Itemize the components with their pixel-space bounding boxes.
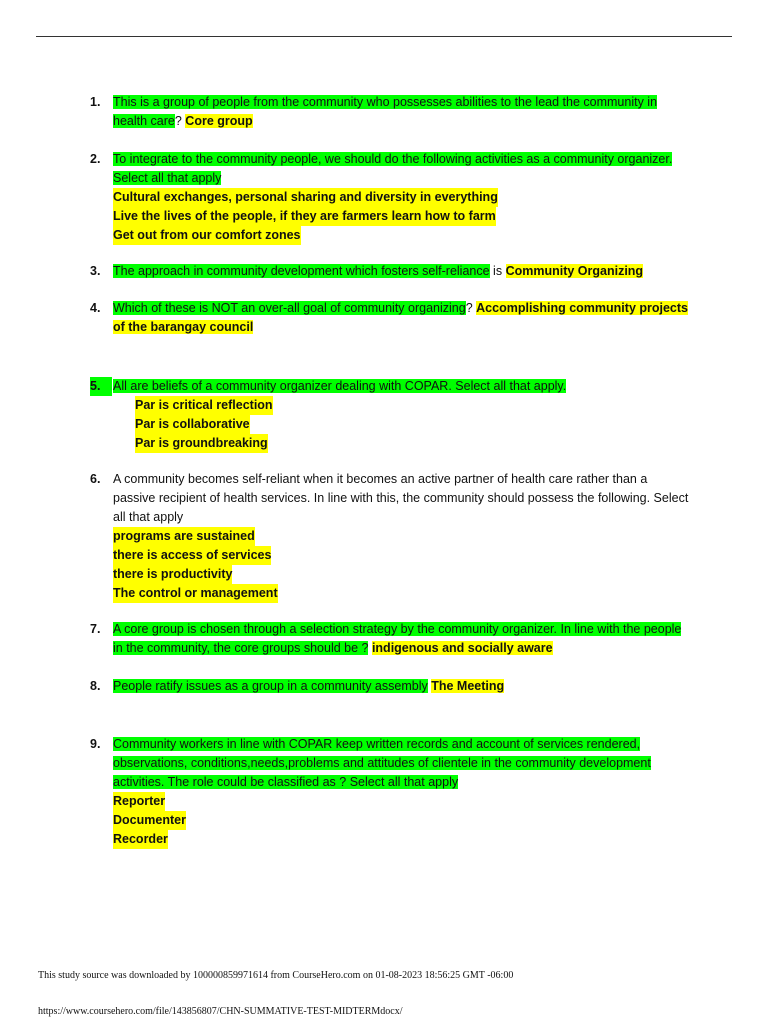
answer-item: Reporter bbox=[113, 792, 165, 811]
question-prompt: Community workers in line with COPAR keep written records and account of services rendered, observations, conditions,needs,problems and attitudes of clientele in the community development activities. The role could be classified as ? Select all that apply bbox=[113, 737, 651, 789]
question-connector: ? bbox=[174, 114, 182, 128]
question-prompt: To integrate to the community people, we should do the following activities as a community organizer. Select all that apply bbox=[113, 152, 673, 185]
question-prompt: A community becomes self-reliant when it becomes an active partner of health care rather than a passive recipient of health services. In line with this, the community should possess the following. Select all that apply bbox=[113, 472, 689, 524]
question-prompt: A core group is chosen through a selection strategy by the community organizer. In line with the people in the community, the core groups should be ? bbox=[113, 622, 682, 655]
question-number: 5. bbox=[90, 377, 112, 396]
question-prompt: All are beliefs of a community organizer dealing with COPAR. Select all that apply. bbox=[113, 379, 567, 393]
question-number: 1. bbox=[90, 95, 101, 109]
answer-item: Documenter bbox=[113, 811, 186, 830]
question-number: 3. bbox=[90, 264, 101, 278]
source-url[interactable]: https://www.coursehero.com/file/143856807/CHN-SUMMATIVE-TEST-MIDTERMdocx/ bbox=[38, 1006, 403, 1017]
answer-item: Par is critical reflection bbox=[135, 396, 273, 415]
question-4 bbox=[90, 299, 690, 337]
question-prompt: The approach in community development which fosters self-reliance bbox=[113, 264, 490, 278]
question-1 bbox=[90, 93, 690, 131]
question-prompt: People ratify issues as a group in a community assembly bbox=[113, 679, 428, 693]
question-number: 4. bbox=[90, 301, 101, 315]
question-number: 6. bbox=[90, 472, 101, 486]
answer: indigenous and socially aware bbox=[371, 641, 553, 655]
question-2 bbox=[90, 150, 690, 245]
question-number: 2. bbox=[90, 152, 101, 166]
answer: Core group bbox=[185, 114, 253, 128]
answer-item: there is access of services bbox=[113, 546, 271, 565]
answer-item: Recorder bbox=[113, 830, 168, 849]
answer-item: Par is collaborative bbox=[135, 415, 250, 434]
question-9 bbox=[90, 735, 690, 849]
question-number: 7. bbox=[90, 622, 101, 636]
question-5 bbox=[90, 377, 690, 453]
question-number: 9. bbox=[90, 737, 101, 751]
answer: The Meeting bbox=[431, 679, 505, 693]
answer-item: there is productivity bbox=[113, 565, 232, 584]
question-number: 8. bbox=[90, 679, 101, 693]
top-divider bbox=[36, 36, 732, 37]
question-3 bbox=[90, 262, 690, 281]
answer-item: Cultural exchanges, personal sharing and diversity in everything bbox=[113, 188, 498, 207]
download-note: This study source was downloaded by 100000859971614 from CourseHero.com on 01-08-2023 18:56:25 GMT -06:00 bbox=[38, 970, 514, 981]
answer-item: The control or management bbox=[113, 584, 278, 603]
answer: Accomplishing community projects of the barangay council bbox=[113, 301, 688, 334]
question-7 bbox=[90, 620, 690, 658]
question-connector: ? bbox=[465, 301, 477, 315]
question-6 bbox=[90, 470, 690, 603]
answer-item: Par is groundbreaking bbox=[135, 434, 268, 453]
question-connector: is bbox=[489, 264, 506, 278]
answer-item: Live the lives of the people, if they are farmers learn how to farm bbox=[113, 207, 496, 226]
answer-item: programs are sustained bbox=[113, 527, 255, 546]
question-8 bbox=[90, 677, 690, 696]
answer-item: Get out from our comfort zones bbox=[113, 226, 301, 245]
answer: Community Organizing bbox=[505, 264, 644, 278]
question-prompt: This is a group of people from the community who possesses abilities to the lead the community in health care bbox=[113, 95, 658, 128]
question-prompt: Which of these is NOT an over-all goal of community organizing bbox=[113, 301, 466, 315]
